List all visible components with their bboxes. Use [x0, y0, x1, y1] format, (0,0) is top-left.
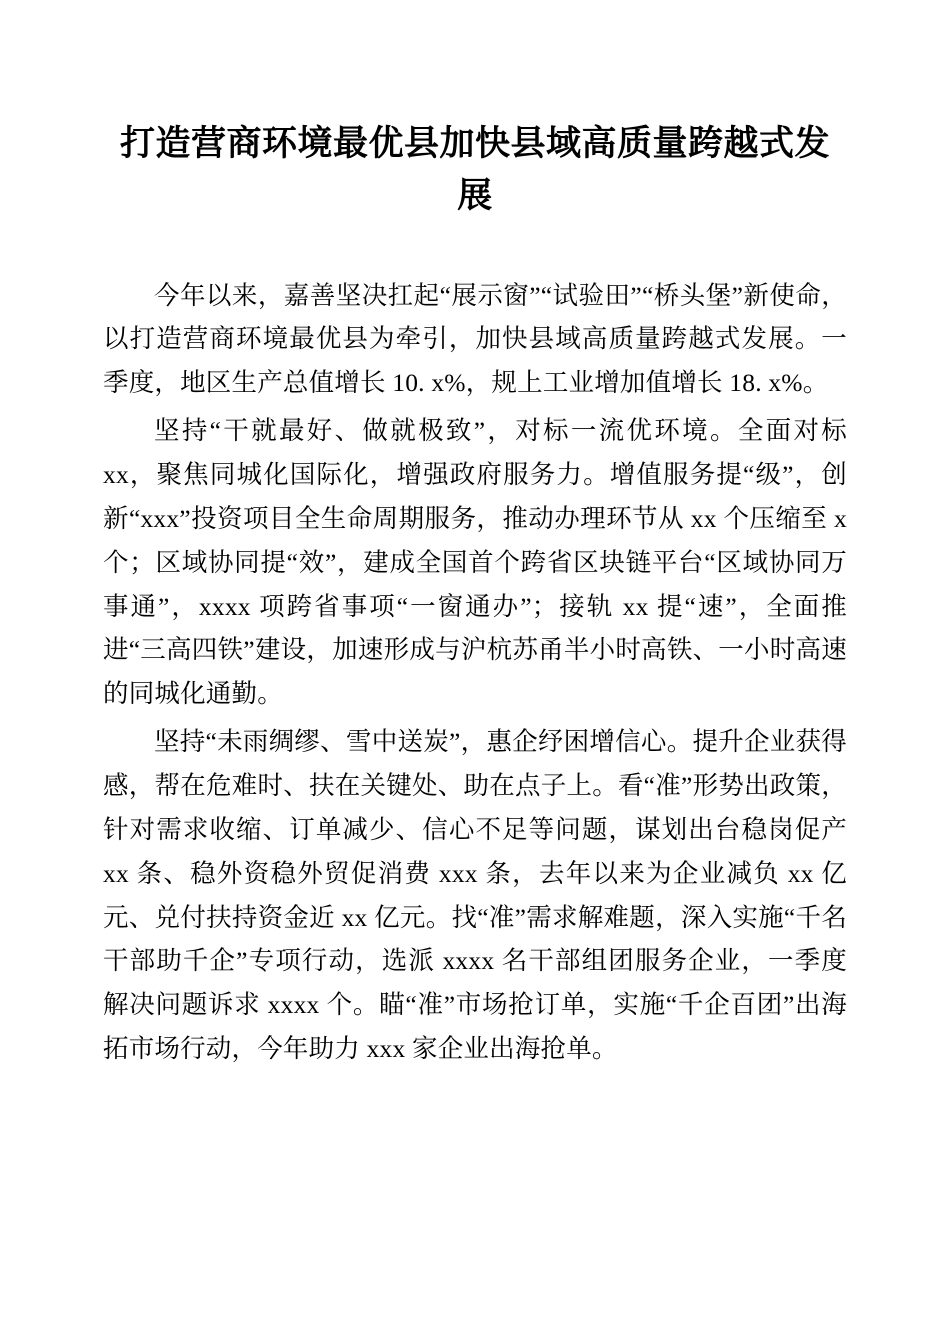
page-title: 打造营商环境最优县加快县域高质量跨越式发展 [119, 124, 830, 215]
paragraph-2: 坚持“干就最好、做就极致”，对标一流优环境。全面对标 xx，聚焦同城化国际化，增强政府服务力。增值服务提“级”，创新“xxx”投资项目全生命周期服务，推动办理环节从 xx 个压缩至 x 个；区域协同提“效”，建成全国首个跨省区块链平台“区域协同万事通”，xxxx 项跨省事项“一窗通办”；接轨 xx 提“速”，全面推进“三高四铁”建设，加速形成与沪杭苏甬半小时高铁、一小时高速的同城化通勤。 [103, 416, 847, 709]
paragraph-3: 坚持“未雨绸缪、雪中送炭”，惠企纾困增信心。提升企业获得感，帮在危难时、扶在关键处、助在点子上。看“准”形势出政策，针对需求收缩、订单减少、信心不足等问题，谋划出台稳岗促产 xx 条、稳外资稳外贸促消费 xxx 条，去年以来为企业减负 xx 亿元、兑付扶持资金近 xx 亿元。找“准”需求解难题，深入实施“千名干部助千企”专项行动，选派 xxxx 名干部组团服务企业，一季度解决问题诉求 xxxx 个。瞄“准”市场抢订单，实施“千企百团”出海拓市场行动，今年助力 xxx 家企业出海抢单。 [103, 727, 847, 1064]
paragraph-1: 今年以来，嘉善坚决扛起“展示窗”“试验田”“桥头堡”新使命，以打造营商环境最优县为牵引，加快县域高质量跨越式发展。一季度，地区生产总值增长 10. x%，规上工业增加值增长 18. x%。 [103, 280, 847, 398]
